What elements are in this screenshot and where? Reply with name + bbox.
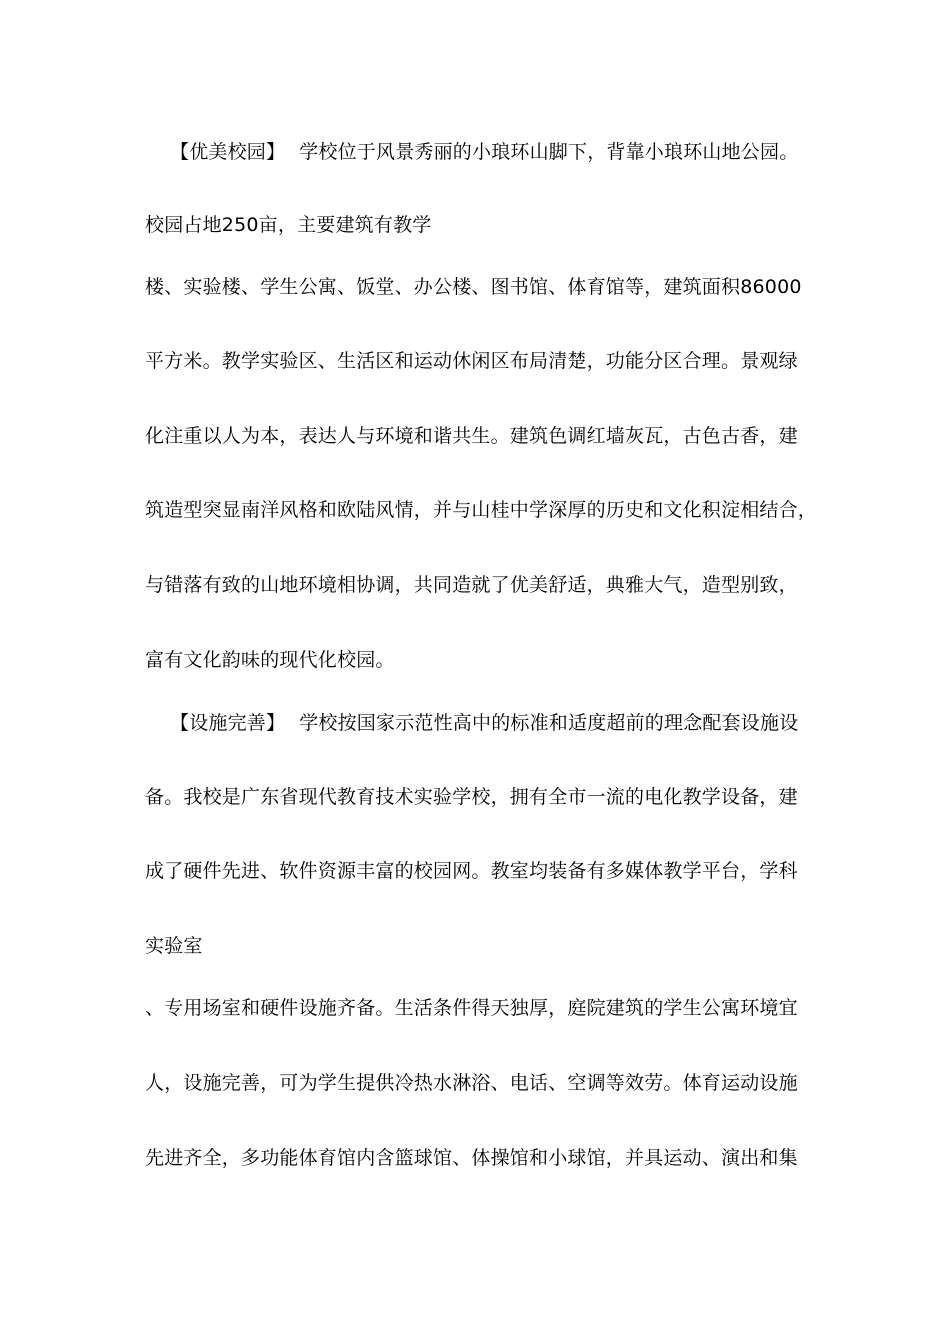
paragraph-line: 实验室 [145,935,203,957]
paragraph-line: 校园占地250亩，主要建筑有教学 [145,214,432,236]
paragraph-line: 筑造型突显南洋风格和欧陆风情，并与山桂中学深厚的历史和文化积淀相结合， [145,499,818,521]
paragraph-line: 化注重以人为本，表达人与环境和谐共生。建筑色调红墙灰瓦，古色古香，建 [145,425,798,447]
section-heading-campus: 【优美校园】 [170,141,286,163]
paragraph-line: 与错落有致的山地环境相协调，共同造就了优美舒适，典雅大气，造型别致， [145,574,798,596]
paragraph-line: 备。我校是广东省现代教育技术实验学校，拥有全市一流的电化教学设备，建 [145,786,798,808]
paragraph-line: 、专用场室和硬件设施齐备。生活条件得天独厚，庭院建筑的学生公寓环境宜 [145,997,798,1019]
paragraph-line: 人，设施完善，可为学生提供冷热水淋浴、电话、空调等效劳。体育运动设施 [145,1072,798,1094]
paragraph-line [170,710,798,736]
section-heading-facilities: 【设施完善】 [170,712,286,734]
paragraph-line: 富有文化韵味的现代化校园。 [145,649,395,671]
line-text: 学校位于风景秀丽的小琅环山脚下，背靠小琅环山地公园。 [299,141,799,163]
line-text: 学校按国家示范性高中的标准和适度超前的理念配套设施设 [299,712,799,734]
paragraph-line: 成了硬件先进、软件资源丰富的校园网。教室均装备有多媒体教学平台，学科 [145,860,798,882]
paragraph-line: 楼、实验楼、学生公寓、饭堂、办公楼、图书馆、体育馆等，建筑面积86000 [145,276,802,298]
paragraph-line [170,139,798,165]
paragraph-line: 平方米。教学实验区、生活区和运动休闲区布局清楚，功能分区合理。景观绿 [145,350,798,372]
paragraph-line: 先进齐全，多功能体育馆内含篮球馆、体操馆和小球馆，并具运动、演出和集 [145,1147,798,1169]
